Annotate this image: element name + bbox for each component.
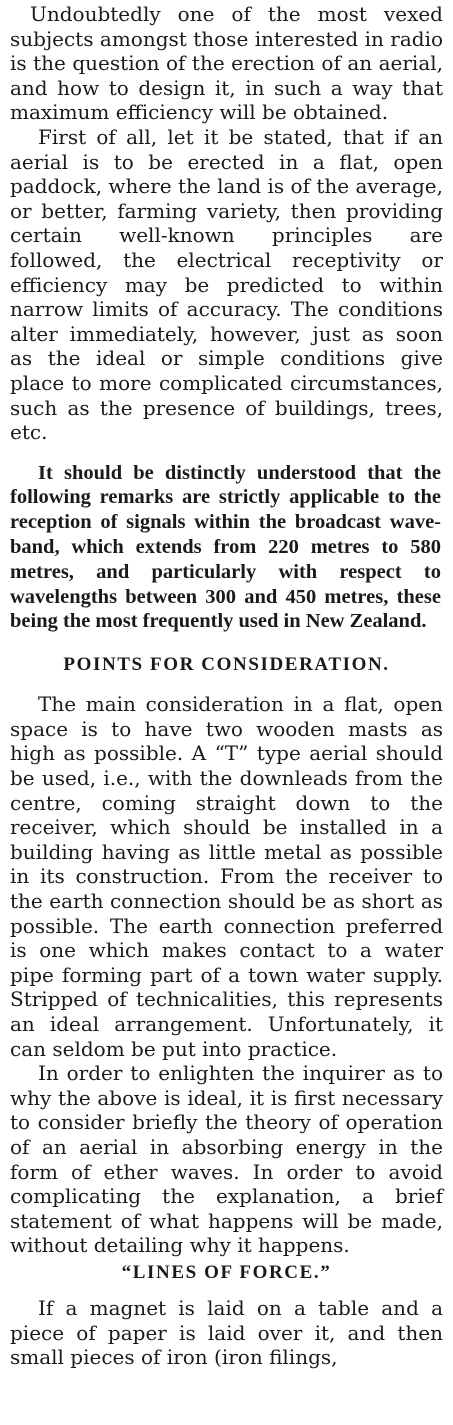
section-2-paragraph-1: If a magnet is laid on a table and a piece of paper is laid over it, and then small pieces of iron (iron filings,: [10, 1295, 443, 1370]
bold-note-paragraph: It should be distinctly understood that the following remarks are strictly applicable to the reception of signals within the broadcast wave-band, which extends from 220 metres to 580 metres, and particularly with respect to wavelengths between 300 and 450 metres, these being the most frequently used in New Zealand.: [10, 461, 441, 633]
section-heading-lines-of-force: “LINES OF FORCE.”: [121, 1261, 332, 1283]
section-1-paragraph-1: The main consideration in a flat, open space is to have two wooden masts as high as possible. A “T” type aerial should be used, i.e., with the downleads from the centre, coming straight down to the receiver, which should be installed in a building having as little metal as possible in its construction. From the receiver to the earth connection should be as short as possible. The earth connection preferred is one which makes contact to a water pipe forming part of a town water supply. Stripped of technicalities, this represents an ideal arrangement. Unfortunately, it can seldom be put into practice.: [10, 692, 443, 1061]
intro-paragraph-2: First of all, let it be stated, that if an aerial is to be erected in a flat, open paddock, where the land is of the average, or better, farming variety, then providing certain well-known principles are followed, the electrical receptivity or efficiency may be predicted to within narrow limits of accuracy. The conditions alter immediately, however, just as soon as the ideal or simple conditions give place to more complicated circumstances, such as the presence of buildings, trees, etc.: [10, 124, 443, 445]
section-1-paragraph-2: In order to enlighten the inquirer as to why the above is ideal, it is first necessary to consider briefly the theory of operation of an aerial in absorbing energy in the form of ether waves. In order to avoid complicating the explanation, a brief statement of what happens will be made, without detailing why it happens.: [10, 1061, 443, 1258]
section-heading-points-for-consideration: POINTS FOR CONSIDERATION.: [63, 654, 390, 676]
intro-paragraph-1: Undoubtedly one of the most vexed subjects amongst those interested in radio is the question of the erection of an aerial, and how to design it, in such a way that maximum efficiency will be obtained.: [10, 2, 443, 125]
